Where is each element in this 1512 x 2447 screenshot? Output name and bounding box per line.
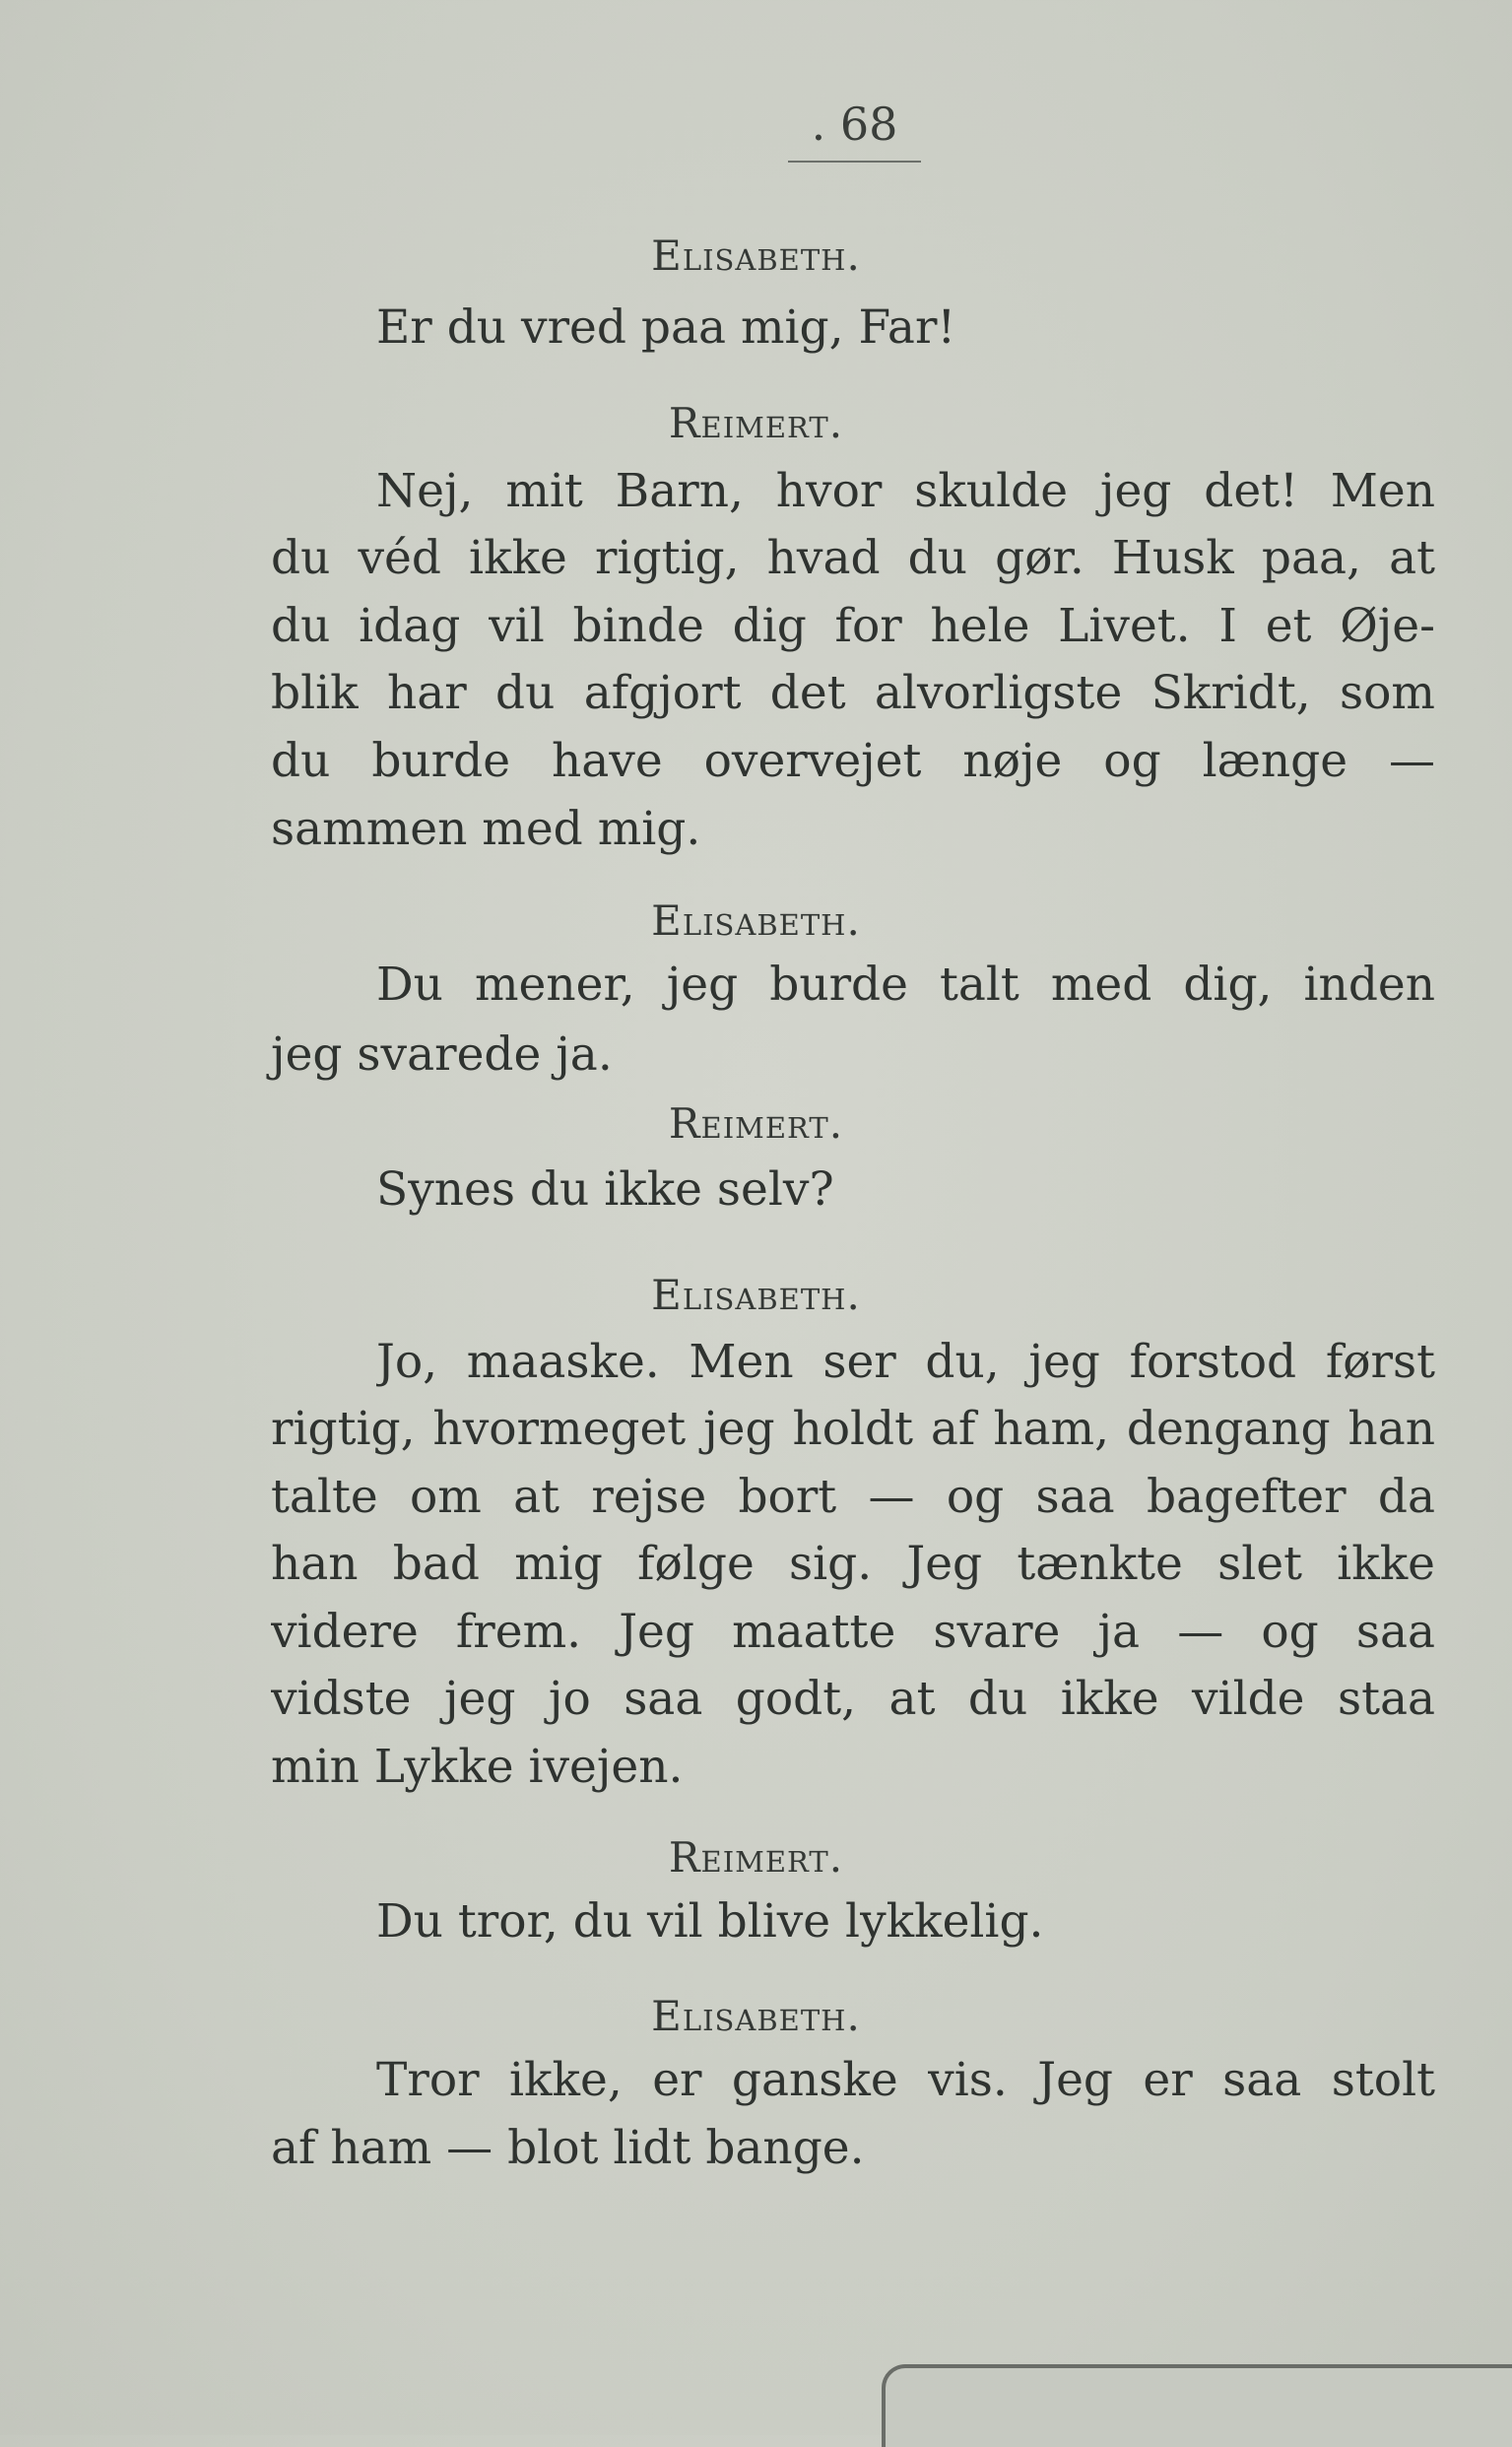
dialogue-line: jeg svarede ja. bbox=[271, 1027, 613, 1082]
dialogue-line: du idag vil binde dig for hele Livet. I et Øje- bbox=[271, 599, 1435, 653]
dialogue-line: Er du vred paa mig, Far! bbox=[376, 300, 956, 355]
dialogue-line: talte om at rejse bort — og saa bagefter da bbox=[271, 1470, 1435, 1524]
speaker-name: Elisabeth. bbox=[651, 896, 861, 945]
page-number: . 68 bbox=[811, 98, 898, 151]
speaker-name: Elisabeth. bbox=[651, 231, 861, 280]
dialogue-line: Synes du ikke selv? bbox=[376, 1162, 834, 1217]
speaker-name: Reimert. bbox=[668, 1833, 844, 1882]
dialogue-line: han bad mig følge sig. Jeg tænkte slet ikke bbox=[271, 1537, 1435, 1591]
book-binding-edge bbox=[882, 2364, 1512, 2447]
dialogue-line: min Lykke ivejen. bbox=[271, 1740, 684, 1794]
speaker-name: Elisabeth. bbox=[651, 1271, 861, 1319]
speaker-name: Reimert. bbox=[668, 399, 844, 447]
dialogue-line: af ham — blot lidt bange. bbox=[271, 2121, 865, 2175]
speaker-name: Elisabeth. bbox=[651, 1992, 861, 2040]
page-number-rule bbox=[788, 161, 921, 163]
dialogue-line: du burde have overvejet nøje og længe — bbox=[271, 734, 1435, 788]
dialogue-line: Jo, maaske. Men ser du, jeg forstod først bbox=[376, 1335, 1435, 1389]
dialogue-line: rigtig, hvormeget jeg holdt af ham, dengang han bbox=[271, 1402, 1435, 1456]
dialogue-line: Du tror, du vil blive lykkelig. bbox=[376, 1894, 1044, 1949]
dialogue-line: videre frem. Jeg maatte svare ja — og saa bbox=[271, 1605, 1435, 1659]
dialogue-line: blik har du afgjort det alvorligste Skridt, som bbox=[271, 666, 1435, 720]
dialogue-line: Nej, mit Barn, hvor skulde jeg det! Men bbox=[376, 464, 1435, 518]
dialogue-line: Tror ikke, er ganske vis. Jeg er saa stolt bbox=[376, 2053, 1435, 2107]
speaker-name: Reimert. bbox=[668, 1099, 844, 1148]
dialogue-line: du véd ikke rigtig, hvad du gør. Husk paa, at bbox=[271, 531, 1435, 585]
dialogue-line: Du mener, jeg burde talt med dig, inden bbox=[376, 958, 1435, 1012]
dialogue-line: sammen med mig. bbox=[271, 802, 701, 856]
dialogue-line: vidste jeg jo saa godt, at du ikke vilde staa bbox=[271, 1672, 1435, 1726]
